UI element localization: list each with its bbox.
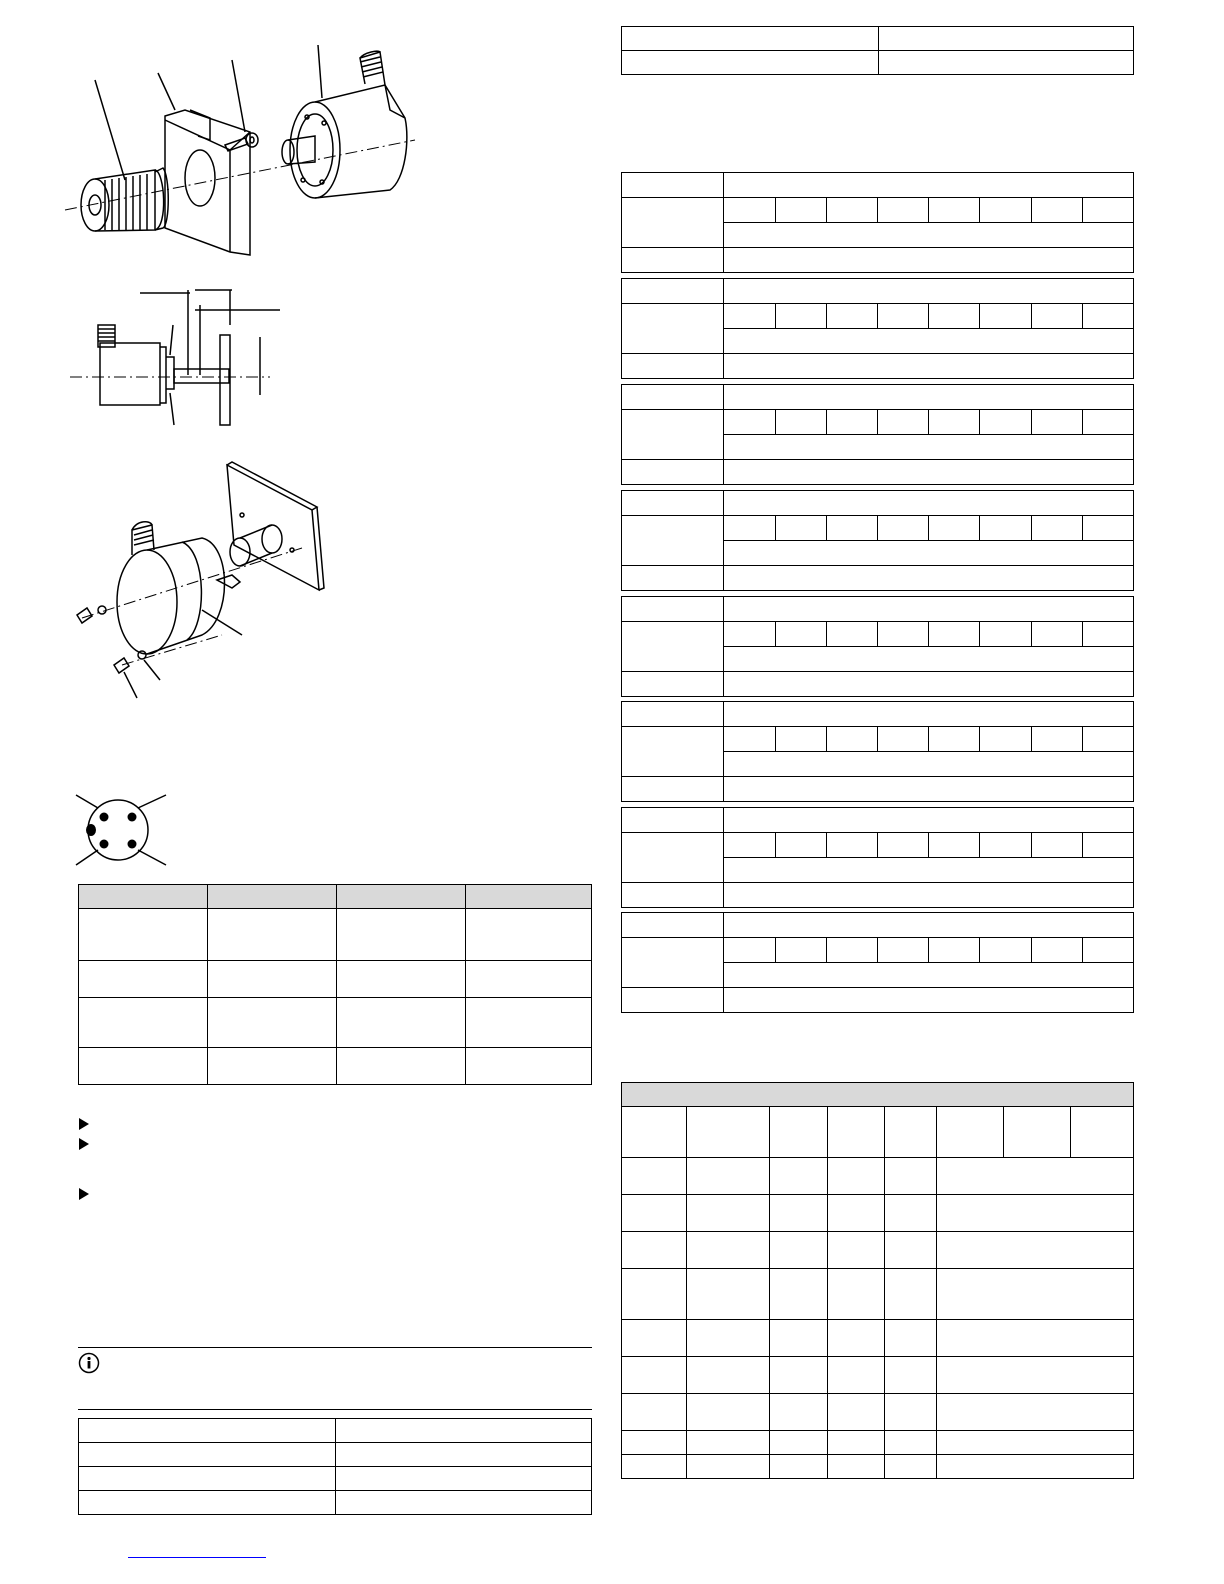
- table-cell: [687, 1269, 770, 1320]
- bit-cell: [1031, 516, 1082, 541]
- table-cell: [622, 1158, 687, 1195]
- table-cell: [79, 1048, 208, 1085]
- table-row: [622, 727, 1134, 752]
- bit-cell: [826, 727, 877, 752]
- table-cell: [770, 1320, 828, 1357]
- table-cell: [937, 1455, 1134, 1479]
- bit-cell: [826, 516, 877, 541]
- table-row: [622, 777, 1134, 802]
- table-cell: [687, 1431, 770, 1455]
- table-cell: [828, 1431, 885, 1455]
- table-cell: [622, 1269, 687, 1320]
- table-cell: [622, 491, 724, 516]
- bit-cell: [775, 516, 826, 541]
- footer-link[interactable]: [128, 1557, 266, 1558]
- table-cell: [937, 1394, 1134, 1431]
- bit-cell: [724, 198, 775, 223]
- table-cell: [937, 1357, 1134, 1394]
- bit-cell: [775, 833, 826, 858]
- table-cell: [828, 1195, 885, 1232]
- bit-cell: [724, 833, 775, 858]
- table-cell: [724, 597, 1134, 622]
- bit-cell: [877, 198, 928, 223]
- bit-cell: [877, 938, 928, 963]
- table-cell: [622, 354, 724, 379]
- table-row: [622, 248, 1134, 273]
- bit-cell: [1031, 410, 1082, 435]
- parameter-block-table: [621, 912, 1134, 1013]
- pin-assignment-table: [78, 884, 592, 1085]
- bit-cell: [980, 727, 1031, 752]
- table-row: [622, 808, 1134, 833]
- bit-cell: [980, 622, 1031, 647]
- table-cell: [79, 1491, 336, 1515]
- table-row: [79, 1419, 592, 1443]
- table-cell: [336, 1443, 592, 1467]
- table-row: [79, 1467, 592, 1491]
- table-cell: [208, 998, 337, 1048]
- bit-cell: [724, 516, 775, 541]
- table-cell: [885, 1320, 937, 1357]
- table-cell: [937, 1320, 1134, 1357]
- table-cell: [724, 566, 1134, 591]
- bit-cell: [1031, 198, 1082, 223]
- table-cell: [770, 1431, 828, 1455]
- table-cell: [466, 909, 592, 961]
- table-cell: [724, 913, 1134, 938]
- table-cell: [622, 622, 724, 672]
- bit-cell: [980, 938, 1031, 963]
- table-cell: [337, 909, 466, 961]
- table-cell: [724, 173, 1134, 198]
- table-cell: [79, 1419, 336, 1443]
- table-cell: [622, 938, 724, 988]
- table-cell: [79, 961, 208, 998]
- encoder-flange-figure: [72, 460, 332, 700]
- table-cell: [622, 304, 724, 354]
- table-cell: [724, 702, 1134, 727]
- bit-cell: [826, 622, 877, 647]
- bit-cell: [929, 304, 980, 329]
- table-cell: [724, 541, 1134, 566]
- bit-cell: [826, 304, 877, 329]
- table-cell: [622, 516, 724, 566]
- table-cell: [828, 1394, 885, 1431]
- table-cell: [724, 647, 1134, 672]
- table-cell: [770, 1232, 828, 1269]
- encoder-mounting-figure: [70, 285, 300, 435]
- table-cell: [937, 1232, 1134, 1269]
- bit-cell: [877, 727, 928, 752]
- bottom-left-table: [78, 1418, 592, 1515]
- info-icon: [78, 1352, 100, 1374]
- table-row: [79, 1048, 592, 1085]
- bit-cell: [980, 516, 1031, 541]
- bit-cell: [1031, 833, 1082, 858]
- parameter-block-table: [621, 278, 1134, 379]
- table-row: [79, 1443, 592, 1467]
- table-cell: [466, 1048, 592, 1085]
- bit-cell: [1031, 938, 1082, 963]
- table-row: [622, 702, 1134, 727]
- table-cell: [622, 1320, 687, 1357]
- table-row: [622, 460, 1134, 485]
- table-cell: [937, 1431, 1134, 1455]
- table-cell: [622, 988, 724, 1013]
- table-cell: [79, 1467, 336, 1491]
- bit-cell: [775, 622, 826, 647]
- bit-cell: [826, 938, 877, 963]
- parameter-block-table: [621, 701, 1134, 802]
- table-cell: [724, 435, 1134, 460]
- bit-cell: [929, 516, 980, 541]
- table-cell: [336, 1491, 592, 1515]
- bit-cell: [724, 410, 775, 435]
- bottom-right-table: [621, 1082, 1134, 1479]
- bit-cell: [1082, 410, 1133, 435]
- table-cell: [622, 777, 724, 802]
- table-cell: [770, 1195, 828, 1232]
- bit-cell: [929, 938, 980, 963]
- table-header-cell: [79, 885, 208, 909]
- bit-cell: [1082, 622, 1133, 647]
- table-cell: [622, 1394, 687, 1431]
- bit-cell: [929, 410, 980, 435]
- table-row: [622, 1455, 1134, 1479]
- bit-cell: [1031, 304, 1082, 329]
- table-cell: [622, 27, 879, 51]
- table-row: [622, 988, 1134, 1013]
- table-cell: [879, 51, 1134, 75]
- bit-cell: [1031, 622, 1082, 647]
- table-row: [622, 833, 1134, 858]
- table-row: [622, 279, 1134, 304]
- table-cell: [208, 1048, 337, 1085]
- table-row: [622, 938, 1134, 963]
- table-cell: [687, 1158, 770, 1195]
- table-cell: [622, 702, 724, 727]
- table-cell: [885, 1394, 937, 1431]
- table-row: [622, 1232, 1134, 1269]
- bit-cell: [877, 833, 928, 858]
- table-cell: [724, 883, 1134, 908]
- table-cell: [622, 1431, 687, 1455]
- table-cell: [828, 1357, 885, 1394]
- table-cell: [724, 385, 1134, 410]
- table-cell: [622, 1107, 687, 1158]
- bit-cell: [775, 304, 826, 329]
- table-row: [79, 998, 592, 1048]
- bit-cell: [775, 198, 826, 223]
- table-cell: [622, 410, 724, 460]
- table-cell: [622, 248, 724, 273]
- bit-cell: [724, 938, 775, 963]
- bit-cell: [1082, 727, 1133, 752]
- pin-table-header: [79, 885, 592, 909]
- encoder-exploded-figure: [60, 40, 420, 270]
- note-bottom-rule: [78, 1409, 592, 1410]
- table-cell: [337, 961, 466, 998]
- table-cell: [724, 777, 1134, 802]
- table-row: [79, 961, 592, 998]
- table-row: [622, 304, 1134, 329]
- table-cell: [622, 460, 724, 485]
- table-cell: [828, 1320, 885, 1357]
- table-cell: [687, 1455, 770, 1479]
- bit-cell: [775, 727, 826, 752]
- bit-cell: [877, 410, 928, 435]
- bit-cell: [826, 410, 877, 435]
- table-cell: [687, 1320, 770, 1357]
- table-row: [622, 1320, 1134, 1357]
- table-row: [622, 1269, 1134, 1320]
- top-right-table: [621, 26, 1134, 75]
- bit-cell: [980, 410, 1031, 435]
- table-row: [622, 410, 1134, 435]
- table-cell: [622, 1232, 687, 1269]
- bit-cell: [929, 833, 980, 858]
- table-cell: [879, 27, 1134, 51]
- table-cell: [885, 1357, 937, 1394]
- table-cell: [724, 329, 1134, 354]
- table-row: [622, 27, 1134, 51]
- table-cell: [770, 1269, 828, 1320]
- table-cell: [622, 597, 724, 622]
- table-cell: [208, 961, 337, 998]
- table-cell: [622, 883, 724, 908]
- table-row: [79, 1491, 592, 1515]
- bit-cell: [724, 304, 775, 329]
- bit-cell: [1082, 304, 1133, 329]
- table-row: [622, 913, 1134, 938]
- bit-cell: [980, 304, 1031, 329]
- table-cell: [622, 385, 724, 410]
- bit-cell: [1082, 516, 1133, 541]
- table-cell: [885, 1455, 937, 1479]
- table-cell: [885, 1158, 937, 1195]
- table-cell: [79, 1443, 336, 1467]
- table-row: [622, 51, 1134, 75]
- triangle-bullet-icon: [79, 1188, 89, 1200]
- table-cell: [687, 1107, 770, 1158]
- table-cell: [828, 1455, 885, 1479]
- bit-cell: [724, 727, 775, 752]
- bit-cell: [826, 833, 877, 858]
- table-row: [622, 198, 1134, 223]
- table-cell: [622, 672, 724, 697]
- table-cell: [937, 1195, 1134, 1232]
- table-row: [622, 173, 1134, 198]
- table-cell: [770, 1107, 828, 1158]
- table-row: [622, 1195, 1134, 1232]
- table-header-cell: [208, 885, 337, 909]
- table-cell: [79, 998, 208, 1048]
- table-cell: [336, 1467, 592, 1491]
- table-cell: [724, 248, 1134, 273]
- table-cell: [687, 1232, 770, 1269]
- bit-cell: [980, 833, 1031, 858]
- table-header-cell: [622, 1083, 1134, 1107]
- table-cell: [622, 727, 724, 777]
- bit-cell: [775, 410, 826, 435]
- bit-cell: [724, 622, 775, 647]
- table-row: [622, 354, 1134, 379]
- bit-cell: [1082, 833, 1133, 858]
- table-cell: [1071, 1107, 1134, 1158]
- table-cell: [622, 51, 879, 75]
- table-cell: [828, 1232, 885, 1269]
- table-row: [622, 622, 1134, 647]
- table-cell: [622, 1195, 687, 1232]
- table-row: [622, 566, 1134, 591]
- table-cell: [724, 279, 1134, 304]
- parameter-block-table: [621, 384, 1134, 485]
- table-cell: [724, 963, 1134, 988]
- table-cell: [622, 566, 724, 591]
- table-row: [622, 1431, 1134, 1455]
- table-cell: [622, 279, 724, 304]
- bit-cell: [1082, 938, 1133, 963]
- table-cell: [724, 223, 1134, 248]
- table-cell: [724, 988, 1134, 1013]
- table-cell: [622, 173, 724, 198]
- table-cell: [724, 858, 1134, 883]
- table-cell: [724, 752, 1134, 777]
- table-row: [622, 597, 1134, 622]
- table-cell: [687, 1195, 770, 1232]
- bit-cell: [929, 622, 980, 647]
- table-header-cell: [466, 885, 592, 909]
- note-top-rule: [78, 1347, 592, 1348]
- table-cell: [208, 909, 337, 961]
- table-cell: [885, 1431, 937, 1455]
- table-row: [622, 1357, 1134, 1394]
- table-cell: [337, 998, 466, 1048]
- bit-cell: [877, 304, 928, 329]
- parameter-block-table: [621, 596, 1134, 697]
- table-cell: [770, 1455, 828, 1479]
- table-cell: [937, 1269, 1134, 1320]
- table-row: [622, 1158, 1134, 1195]
- parameter-block-table: [621, 807, 1134, 908]
- table-cell: [687, 1394, 770, 1431]
- table-cell: [337, 1048, 466, 1085]
- table-cell: [724, 672, 1134, 697]
- table-row: [622, 516, 1134, 541]
- table-cell: [885, 1269, 937, 1320]
- table-row: [622, 491, 1134, 516]
- table-cell: [770, 1357, 828, 1394]
- table-cell: [622, 833, 724, 883]
- bit-cell: [877, 516, 928, 541]
- table-cell: [770, 1158, 828, 1195]
- bit-cell: [980, 198, 1031, 223]
- bit-cell: [877, 622, 928, 647]
- table-cell: [770, 1394, 828, 1431]
- table-cell: [937, 1107, 1004, 1158]
- table-cell: [1004, 1107, 1071, 1158]
- table-cell: [828, 1107, 885, 1158]
- bit-cell: [775, 938, 826, 963]
- table-header-row: [622, 1083, 1134, 1107]
- bit-cell: [1082, 198, 1133, 223]
- parameter-block-table: [621, 172, 1134, 273]
- table-row: [622, 1394, 1134, 1431]
- table-header-cell: [337, 885, 466, 909]
- table-cell: [828, 1158, 885, 1195]
- table-cell: [622, 1455, 687, 1479]
- table-cell: [828, 1269, 885, 1320]
- table-cell: [724, 354, 1134, 379]
- table-cell: [622, 1357, 687, 1394]
- table-row: [622, 672, 1134, 697]
- table-cell: [937, 1158, 1134, 1195]
- table-cell: [724, 808, 1134, 833]
- table-cell: [724, 460, 1134, 485]
- bit-cell: [1031, 727, 1082, 752]
- table-cell: [622, 808, 724, 833]
- table-row: [622, 883, 1134, 908]
- table-cell: [885, 1232, 937, 1269]
- bit-cell: [929, 198, 980, 223]
- bit-cell: [826, 198, 877, 223]
- table-cell: [79, 909, 208, 961]
- connector-pinout-figure: [76, 790, 166, 870]
- parameter-block-table: [621, 490, 1134, 591]
- triangle-bullet-icon: [79, 1138, 89, 1150]
- table-cell: [885, 1195, 937, 1232]
- triangle-bullet-icon: [79, 1118, 89, 1130]
- table-cell: [885, 1107, 937, 1158]
- table-cell: [724, 491, 1134, 516]
- table-cell: [466, 961, 592, 998]
- table-cell: [622, 198, 724, 248]
- table-row: [622, 1107, 1134, 1158]
- table-cell: [622, 913, 724, 938]
- table-cell: [687, 1357, 770, 1394]
- table-row: [79, 909, 592, 961]
- table-row: [622, 385, 1134, 410]
- table-cell: [466, 998, 592, 1048]
- table-cell: [336, 1419, 592, 1443]
- bit-cell: [929, 727, 980, 752]
